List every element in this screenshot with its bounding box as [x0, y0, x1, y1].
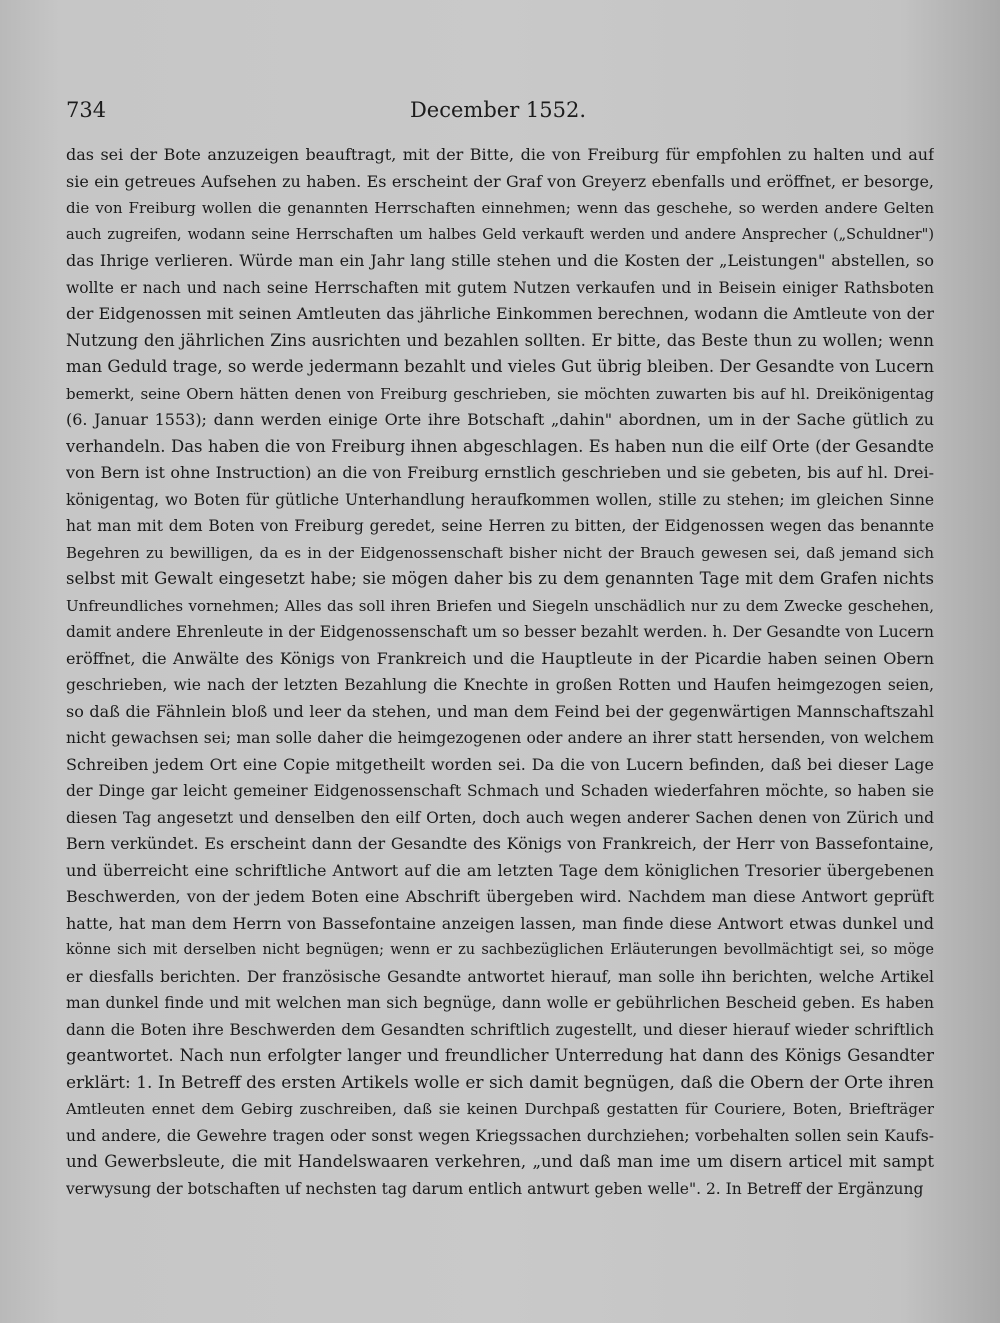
text-line: erklärt: 1. In Betreff des ersten Artikels wolle er sich damit begnügen, daß die Obern der Orte ihren [66, 1072, 934, 1093]
text-line: der Dinge gar leicht gemeiner Eidgenossenschaft Schmach und Schaden wiederfahren möchte, so haben sie [66, 782, 934, 800]
text-line: das Ihrige verlieren. Würde man ein Jahr lang stille stehen und die Kosten der „Leistungen" abstellen, so [66, 251, 934, 270]
text-line: selbst mit Gewalt eingesetzt habe; sie mögen daher bis zu dem genannten Tage mit dem Grafen nichts [66, 569, 934, 588]
text-line: so daß die Fähnlein bloß und leer da stehen, und man dem Feind bei der gegenwärtigen Mannschaftszahl [66, 701, 934, 721]
text-line: Begehren zu bewilligen, da es in der Eidgenossenschaft bisher nicht der Brauch gewesen sei, daß jemand sich [66, 543, 934, 562]
running-head: December 1552. [409, 98, 587, 122]
text-line: auch zugreifen, wodann seine Herrschaften um halbes Geld verkauft werden und andere Ansprecher („Schuldner") [66, 226, 934, 243]
text-line: das sei der Bote anzuzeigen beauftragt, mit der Bitte, die von Freiburg für empfohlen zu halten und auf [66, 145, 934, 164]
text-line: Beschwerden, von der jedem Boten eine Abschrift übergeben wird. Nachdem man diese Antwort geprüft [66, 887, 934, 906]
text-line: geschrieben, wie nach der letzten Bezahlung die Knechte in großen Rotten und Haufen heimgezogen seien, [66, 676, 934, 694]
text-line: könne sich mit derselben nicht begnügen; wenn er zu sachbezüglichen Erläuterungen bevollmächtigt sei, so möge [66, 942, 934, 958]
text-line: man Geduld trage, so werde jedermann bezahlt und vieles Gut übrig bleiben. Der Gesandte von Lucern [66, 357, 934, 376]
text-line: geantwortet. Nach nun erfolgter langer und freundlicher Unterredung hat dann des Königs Gesandter [66, 1046, 934, 1065]
text-line: Amtleuten ennet dem Gebirg zuschreiben, daß sie keinen Durchpaß gestatten für Couriere, Boten, Briefträger [66, 1100, 934, 1118]
text-line: er diesfalls berichten. Der französische Gesandte antwortet hierauf, man solle ihn berichten, welche Artikel [66, 967, 934, 986]
text-line: Unfreundliches vornehmen; Alles das soll ihren Briefen und Siegeln unschädlich nur zu dem Zwecke geschehen, [66, 596, 934, 615]
text-line: königentag, wo Boten für gütliche Unterhandlung heraufkommen wollen, stille zu stehen; im gleichen Sinne [66, 490, 934, 509]
text-line: bemerkt, seine Obern hätten denen von Freiburg geschrieben, sie möchten zuwarten bis auf hl. Dreikönigentag [66, 384, 934, 403]
text-line: Bern verkündet. Es erscheint dann der Gesandte des Königs von Frankreich, der Herr von Bassefontaine, [66, 834, 934, 853]
text-line: und Gewerbsleute, die mit Handelswaaren verkehren, „und daß man ime um disern articel mit sampt [66, 1152, 934, 1171]
text-line: (6. Januar 1553); dann werden einige Orte ihre Botschaft „dahin" abordnen, um in der Sache gütlich zu [66, 410, 934, 429]
text-line: der Eidgenossen mit seinen Amtleuten das jährliche Einkommen berechnen, wodann die Amtleute von der [66, 304, 934, 323]
text-line: dann die Boten ihre Beschwerden dem Gesandten schriftlich zugestellt, und dieser hierauf wieder schriftlich [66, 1020, 934, 1039]
text-line: verhandeln. Das haben die von Freiburg ihnen abgeschlagen. Es haben nun die eilf Orte (der Gesandte [66, 436, 934, 456]
text-line: man dunkel finde und mit welchen man sich begnüge, dann wolle er gebührlichen Bescheid geben. Es haben [66, 994, 934, 1012]
text-line: damit andere Ehrenleute in der Eidgenossenschaft um so besser bezahlt werden. h. Der Gesandte von Lucern [66, 623, 934, 641]
text-line: hatte, hat man dem Herrn von Bassefontaine anzeigen lassen, man finde diese Antwort etwas dunkel und [66, 913, 934, 933]
text-line: und andere, die Gewehre tragen oder sonst wegen Kriegssachen durchziehen; vorbehalten sollen sein Kaufs- [66, 1126, 934, 1145]
text-line: verwysung der botschaften uf nechsten tag darum entlich antwurt geben welle". 2. In Betreff der Ergänzung [66, 1179, 924, 1198]
text-line: die von Freiburg wollen die genannten Herrschaften einnehmen; wenn das geschehe, so werden andere Gelten [66, 199, 934, 217]
text-line: sie ein getreues Aufsehen zu haben. Es erscheint der Graf von Greyerz ebenfalls und eröffnet, er besorge, [66, 171, 934, 191]
text-line: Nutzung den jährlichen Zins ausrichten und bezahlen sollten. Er bitte, das Beste thun zu wollen; wenn [66, 330, 934, 350]
page-header [66, 98, 930, 128]
text-line: eröffnet, die Anwälte des Königs von Frankreich und die Hauptleute in der Picardie haben seinen Obern [66, 648, 934, 668]
text-line: und überreicht eine schriftliche Antwort auf die am letzten Tage dem königlichen Tresorier übergebenen [66, 860, 934, 880]
text-line: diesen Tag angesetzt und denselben den eilf Orten, doch auch wegen anderer Sachen denen von Zürich und [66, 808, 934, 827]
text-line: von Bern ist ohne Instruction) an die von Freiburg ernstlich geschrieben und sie gebeten, bis auf hl. Drei- [66, 463, 934, 482]
text-line: wollte er nach und nach seine Herrschaften mit gutem Nutzen verkaufen und in Beisein einiger Rathsboten [66, 278, 934, 297]
text-line: hat man mit dem Boten von Freiburg geredet, seine Herren zu bitten, der Eidgenossen wegen das benannte [66, 517, 934, 535]
page-number: 734 [66, 98, 107, 122]
text-line: nicht gewachsen sei; man solle daher die heimgezogenen oder andere an ihrer statt hersenden, von welchem [66, 729, 934, 747]
text-line: Schreiben jedem Ort eine Copie mitgetheilt worden sei. Da die von Lucern befinden, daß bei dieser Lage [66, 754, 934, 774]
body-text [66, 142, 934, 1202]
